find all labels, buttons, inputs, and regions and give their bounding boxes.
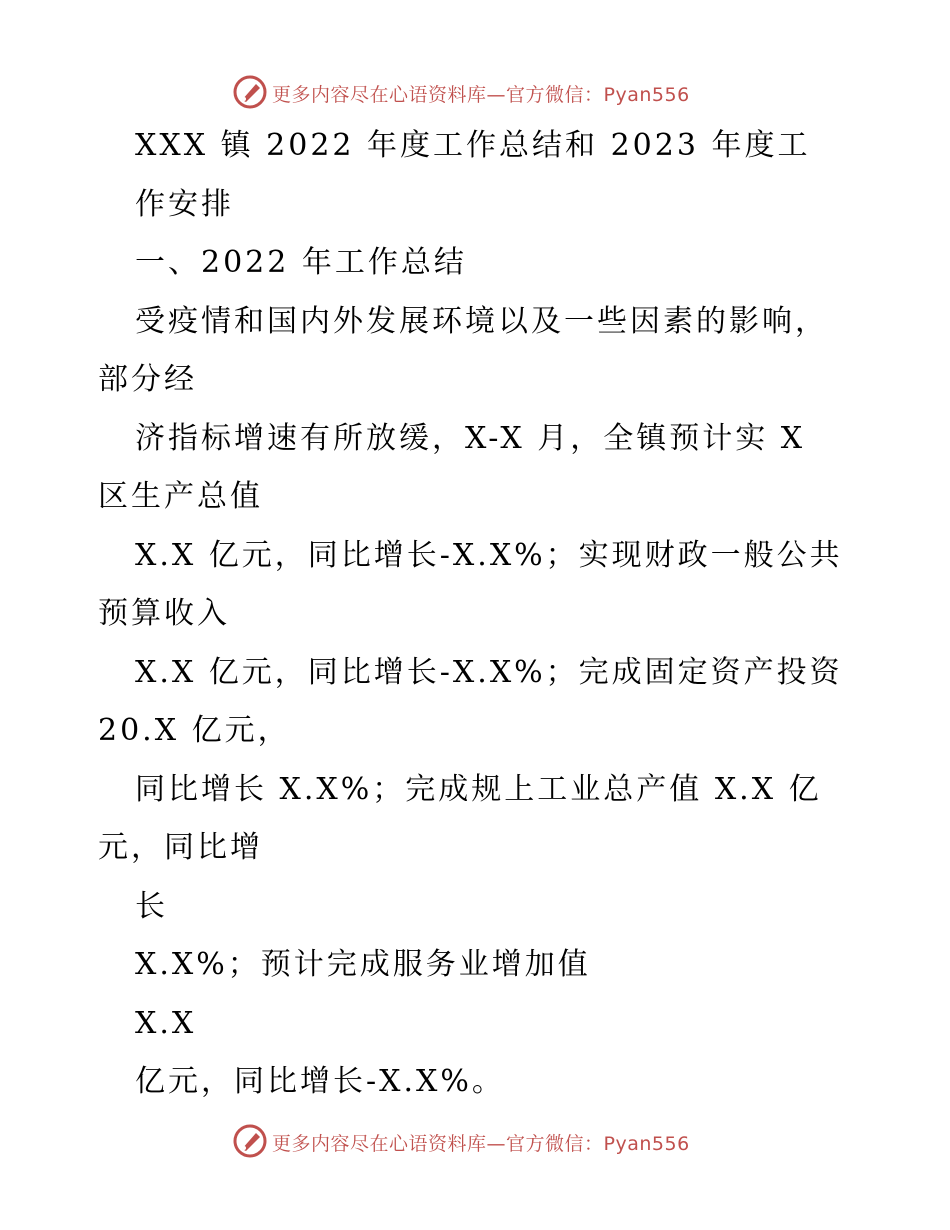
pen-logo-icon [232,74,268,110]
footer-watermark [0,1121,950,1161]
doc-title-line-2: 作安排 [135,187,234,222]
paragraph-line: 部分经 [98,362,197,397]
paragraph-line: 元，同比增 [98,830,263,865]
header-watermark [0,72,950,112]
paragraph-line: 亿元，同比增长-X.X%。 [135,1064,505,1099]
paragraph-line: 济指标增速有所放缓，X-X 月，全镇预计实 X [135,421,806,456]
paragraph-line: X.X%；预计完成服务业增加值 [135,947,591,982]
paragraph-line: 区生产总值 [98,479,263,514]
footer-watermark-text: 更多内容尽在心语资料库—官方微信：Pyan556 [272,1133,690,1155]
section-heading: 一、2022 年工作总结 [135,245,467,280]
paragraph-line: 受疫情和国内外发展环境以及一些因素的影响， [135,304,828,339]
paragraph-line: X.X 亿元，同比增长-X.X%；实现财政一般公共 [135,538,843,573]
header-watermark-text: 更多内容尽在心语资料库—官方微信：Pyan556 [272,84,690,106]
pen-logo-icon [232,1123,268,1159]
paragraph-line: 预算收入 [98,596,230,631]
paragraph-line: X.X [135,1006,197,1041]
paragraph-line: 长 [135,889,168,924]
paragraph-line: X.X 亿元，同比增长-X.X%；完成固定资产投资 [135,655,843,690]
paragraph-line: 同比增长 X.X%；完成规上工业总产值 X.X 亿 [135,772,822,807]
doc-title-line-1: XXX 镇 2022 年度工作总结和 2023 年度工 [135,128,811,163]
paragraph-line: 20.X 亿元， [98,713,291,748]
